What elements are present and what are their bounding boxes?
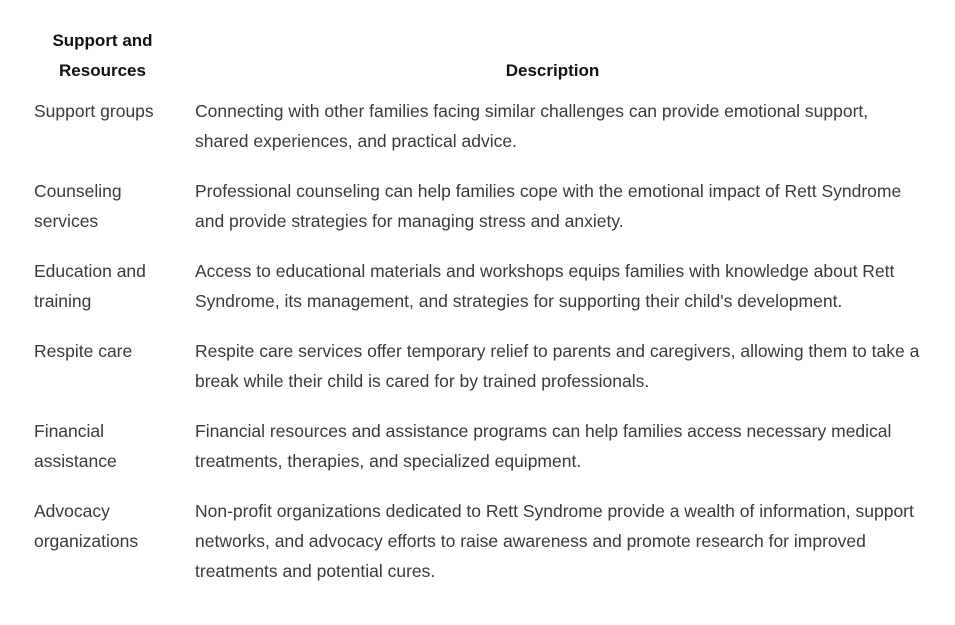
- description-cell: Financial resources and assistance programs can help families access necessary medical treatments, therapies, and specialized equipment.: [195, 421, 892, 471]
- table-header-row: [22, 26, 922, 96]
- description-cell: Professional counseling can help families cope with the emotional impact of Rett Syndrome and provide strategies for managing stress and anxiety.: [195, 181, 902, 231]
- description-cell: Non-profit organizations dedicated to Rett Syndrome provide a wealth of information, support networks, and advocacy efforts to raise awareness and promote research for improved treatments and potential cures.: [195, 501, 914, 581]
- table-row: [22, 336, 922, 416]
- support-resources-table-container: [22, 26, 922, 606]
- resource-cell: Respite care: [34, 341, 133, 361]
- table-row: [22, 496, 922, 606]
- resource-cell: Financial assistance: [34, 421, 117, 471]
- description-cell: Connecting with other families facing similar challenges can provide emotional support, shared experiences, and practical advice.: [195, 101, 869, 151]
- resource-cell: Education and training: [34, 261, 146, 311]
- table-row: [22, 176, 922, 256]
- table-row: [22, 416, 922, 496]
- header-resource: Support and Resources: [52, 31, 153, 80]
- resource-cell: Support groups: [34, 101, 154, 121]
- header-description: Description: [505, 61, 600, 80]
- table-row: [22, 96, 922, 176]
- table-row: [22, 256, 922, 336]
- description-cell: Access to educational materials and workshops equips families with knowledge about Rett Syndrome, its management, and strategies for supporting their child's development.: [195, 261, 895, 311]
- resource-cell: Advocacy organizations: [34, 501, 139, 551]
- resource-cell: Counseling services: [34, 181, 122, 231]
- description-cell: Respite care services offer temporary relief to parents and caregivers, allowing them to take a break while their child is cared for by trained professionals.: [195, 341, 920, 391]
- support-resources-table: [22, 26, 922, 606]
